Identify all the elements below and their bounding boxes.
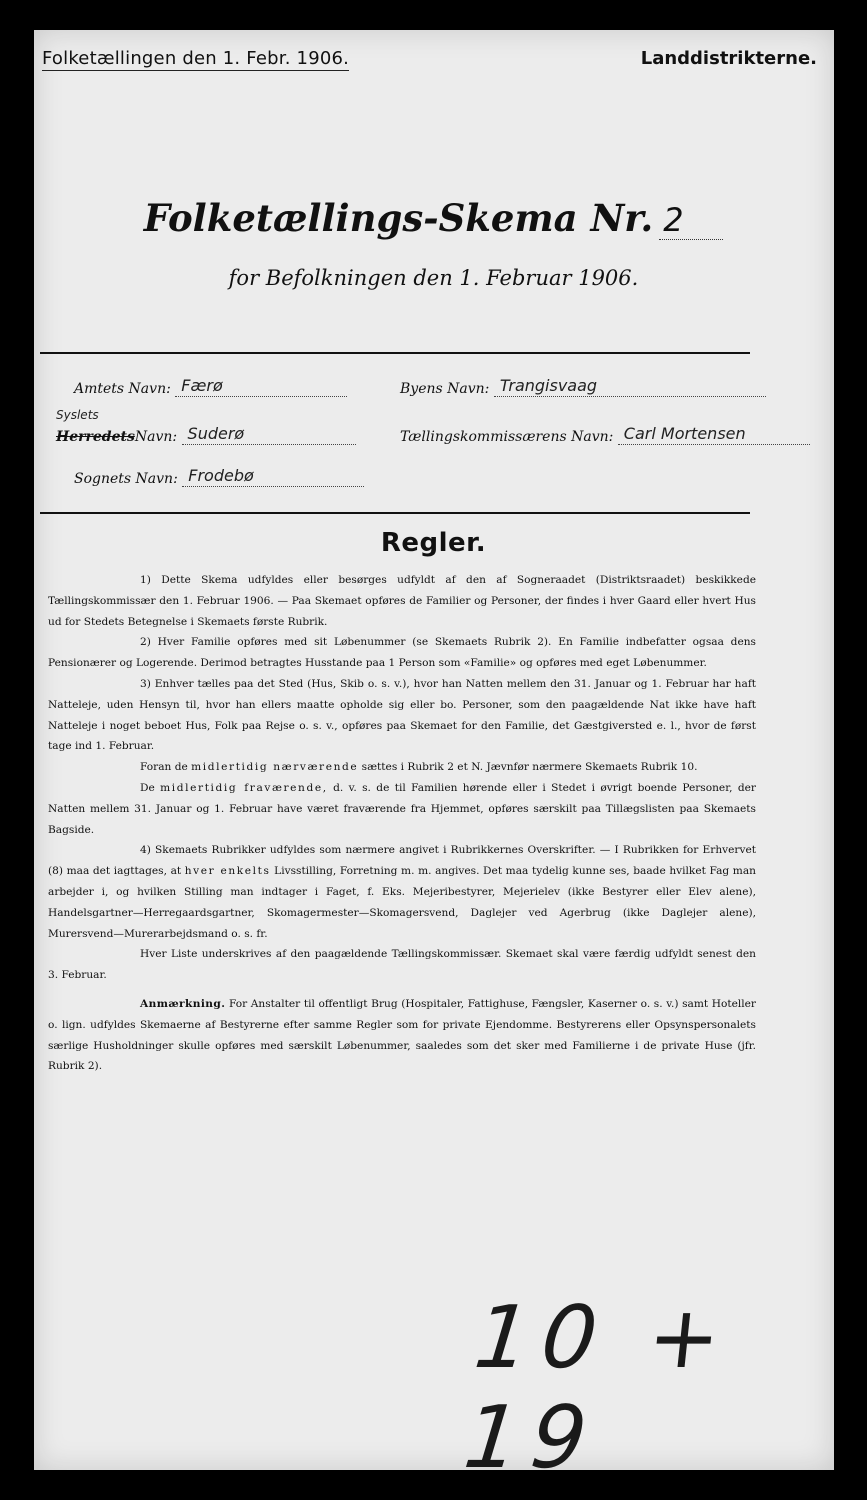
rule-3-absent-pre: De: [140, 781, 155, 794]
rules-heading: Regler.: [380, 528, 487, 558]
sogn-value: Frodebø: [182, 466, 364, 487]
rule-3: 3) Enhver tælles paa det Sted (Hus, Skib o. s. v.), hvor han Natten mellem den 31. Januar og 1. Februar har haft Natteleje, uden Hensyn til, hvor han ellers maatte opholde sig eller bo. Personer, som den paagældende Nat ikke have haft Natteleje i noget beboet Hus, Folk paa Rejse o. s. v., opføres paa Skemaet for den Familie, det Gæstgiversted e. l., hvor de først tage ind 1. Februar.: [48, 677, 756, 753]
rules-body: [48, 570, 756, 1077]
rule-4: [48, 840, 756, 944]
top-divider: [40, 352, 750, 354]
remark: [48, 994, 756, 1077]
sysselets-handwriting: Syslets: [56, 408, 99, 422]
rule-3-present: [48, 757, 756, 778]
rule-3-present-spaced: midlertidig nærværende: [191, 761, 359, 774]
rule-3-absent-spaced: midlertidig fraværende,: [160, 781, 328, 794]
rule-2: 2) Hver Familie opføres med sit Løbenummer (se Skemaets Rubrik 2). En Familie indbefatter ogsaa dens Pensionærer og Logerende. Derimod betragtes Husstande paa 1 Person som «Familie» og opføres med eget Løbenummer.: [48, 636, 756, 670]
form-title-text: Folketællings-Skema Nr.: [143, 196, 654, 240]
form-subtitle: for Befolkningen den 1. Februar 1906.: [228, 266, 639, 290]
rule-3-present-pre: Foran de: [140, 761, 188, 774]
amt-value: Færø: [175, 376, 347, 397]
rule-3-absent: [48, 778, 756, 840]
byen-field: [400, 376, 766, 397]
remark-label: Anmærkning.: [140, 997, 226, 1010]
kommissaer-field: [400, 424, 810, 445]
header-district-type: Landdistrikterne.: [640, 48, 817, 69]
kommissaer-label: Tællingskommissærens Navn:: [400, 429, 614, 445]
bottom-divider: [40, 512, 750, 514]
handwritten-tally: 10 + 19: [459, 1288, 738, 1488]
sogn-label: Sognets Navn:: [74, 471, 178, 487]
remark-text: For Anstalter til offentligt Brug (Hospitaler, Fattighuse, Fængsler, Kaserner o. s. v.) samt Hoteller o. lign. udfyldes Skemaerne af Bestyrerne efter samme Regler som for private Ejendomme. Bestyrerens eller Opsynspersonalets særlige Husholdninger skulle opføres med særskilt Løbenummer, saaledes som det sker med Familierne i de private Huse (jfr. Rubrik 2).: [48, 997, 756, 1073]
herred-value: Suderø: [182, 424, 356, 445]
rule-3-present-post: sættes i Rubrik 2 et N. Jævnfør nærmere Skemaets Rubrik 10.: [361, 761, 698, 774]
herred-field: [56, 424, 356, 445]
rule-4-pre: 4) Skemaets Rubrikker udfyldes som nærmere angivet i Rubrikkernes Overskrifter. — I Rubrikken for Erhvervet (8) maa det iagttages, at: [48, 844, 756, 878]
form-title: [0, 196, 867, 240]
herred-struck-label: Herredets: [56, 429, 135, 445]
amt-label: Amtets Navn:: [74, 381, 171, 397]
amt-field: [74, 376, 347, 397]
form-number: 2: [659, 201, 723, 240]
byen-label: Byens Navn:: [400, 381, 490, 397]
header-census-date: Folketællingen den 1. Febr. 1906.: [42, 48, 350, 69]
sogn-field: [74, 466, 364, 487]
rule-4-spaced: hver enkelts: [184, 865, 271, 878]
rule-4-post: Livsstilling, Forretning m. m. angives. Det maa tydelig kunne ses, baade hvilket Fag man arbejder i, og hvilken Stilling man indtager i Faget, f. Eks. Mejeribestyrer, Mejerielev (ikke Bestyrer eller Elev alene), Handelsgartner—Herregaardsgartner, Skomagermester—Skomagersvend, Daglejer ved Agerbrug (ikke Daglejer alene), Murersvend—Murerarbejdsmand o. s. fr.: [48, 865, 756, 940]
rule-3-absent-post: d. v. s. de til Familien hørende eller i Stedet i øvrigt boende Personer, der Natten mellem 31. Januar og 1. Februar have været fraværende fra Hjemmet, opføres særskilt paa Tillægslisten paa Skemaets Bagside.: [48, 781, 756, 836]
kommissaer-value: Carl Mortensen: [618, 424, 810, 445]
herred-label: Navn:: [134, 429, 178, 445]
rule-1: 1) Dette Skema udfyldes eller besørges udfyldt af den af Sogneraadet (Distriktsraadet) beskikkede Tællingskommissær den 1. Februar 1906. — Paa Skemaet opføres de Familier og Personer, der findes i hver Gaard eller hvert Hus ud for Stedets Betegnelse i Skemaets første Rubrik.: [48, 574, 756, 628]
byen-value: Trangisvaag: [494, 376, 766, 397]
rule-signature: Hver Liste underskrives af den paagældende Tællingskommissær. Skemaet skal være færdig udfyldt senest den 3. Februar.: [48, 948, 756, 982]
